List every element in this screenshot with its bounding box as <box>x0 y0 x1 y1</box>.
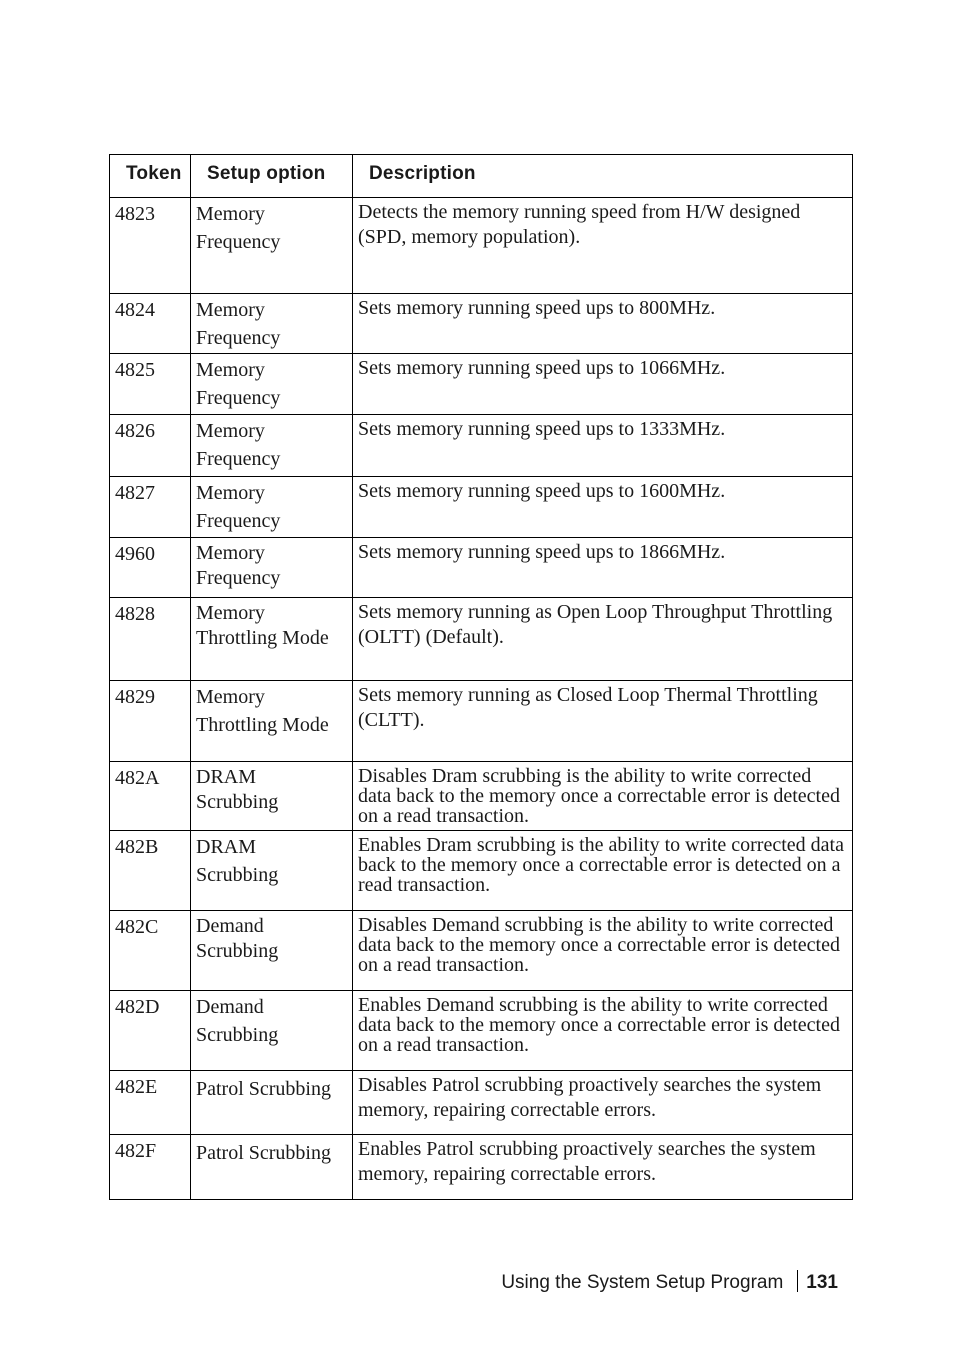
token-cell: 4824 <box>110 294 191 354</box>
description-cell: Enables Demand scrubbing is the ability to write corrected data back to the memory once a correctable error is detected on a read transaction. <box>353 991 853 1071</box>
setup-option-line: Scrubbing <box>196 864 279 886</box>
setup-option-line: Memory <box>196 542 265 564</box>
setup-option-cell <box>191 681 353 762</box>
table-row <box>110 538 853 598</box>
setup-option-cell <box>191 538 353 598</box>
setup-option-cell <box>191 477 353 538</box>
page-footer <box>501 1270 838 1294</box>
description-cell: Detects the memory running speed from H/W designed (SPD, memory population). <box>353 198 853 294</box>
setup-option-line: Scrubbing <box>196 940 279 962</box>
setup-option-line: Frequency <box>196 327 281 349</box>
token-cell: 4825 <box>110 354 191 415</box>
setup-option-line: Memory <box>196 602 265 624</box>
description-cell: Sets memory running speed ups to 1333MHz. <box>353 415 853 477</box>
table-row <box>110 991 853 1071</box>
table-row <box>110 598 853 681</box>
setup-option-line: Scrubbing <box>196 791 279 813</box>
description-cell: Disables Demand scrubbing is the ability to write corrected data back to the memory once a correctable error is detected on a read transaction. <box>353 911 853 991</box>
setup-option-cell <box>191 294 353 354</box>
table-row <box>110 911 853 991</box>
token-cell: 4828 <box>110 598 191 681</box>
setup-option-line: Memory <box>196 686 265 708</box>
description-cell: Sets memory running speed ups to 1866MHz. <box>353 538 853 598</box>
setup-option-cell <box>191 354 353 415</box>
token-cell: 482F <box>110 1135 191 1200</box>
description-cell: Sets memory running as Closed Loop Thermal Throttling (CLTT). <box>353 681 853 762</box>
setup-option-cell <box>191 598 353 681</box>
token-cell: 482A <box>110 762 191 831</box>
description-cell: Disables Patrol scrubbing proactively searches the system memory, repairing correctable errors. <box>353 1071 853 1135</box>
table-row <box>110 294 853 354</box>
table-row <box>110 831 853 911</box>
token-cell: 4829 <box>110 681 191 762</box>
table-row <box>110 1071 853 1135</box>
description-cell: Sets memory running as Open Loop Throughput Throttling (OLTT) (Default). <box>353 598 853 681</box>
setup-option-line: Frequency <box>196 448 281 470</box>
setup-option-line: Memory <box>196 482 265 504</box>
table-row <box>110 762 853 831</box>
setup-option-cell: Patrol Scrubbing <box>191 1071 353 1135</box>
setup-option-line: Memory <box>196 299 265 321</box>
footer-section-title: Using the System Setup Program <box>501 1272 784 1293</box>
token-cell: 4826 <box>110 415 191 477</box>
setup-options-table <box>109 154 853 1200</box>
table-row <box>110 198 853 294</box>
setup-option-cell <box>191 831 353 911</box>
setup-option-line: Memory <box>196 359 265 381</box>
table-row <box>110 477 853 538</box>
page-number: 131 <box>806 1272 838 1293</box>
setup-option-cell <box>191 415 353 477</box>
token-cell: 482B <box>110 831 191 911</box>
token-cell: 482E <box>110 1071 191 1135</box>
setup-option-line: Demand <box>196 996 264 1018</box>
setup-option-cell <box>191 198 353 294</box>
setup-option-line: DRAM <box>196 766 257 788</box>
setup-option-cell: Patrol Scrubbing <box>191 1135 353 1200</box>
setup-option-line: Throttling Mode <box>196 627 329 649</box>
setup-option-line: Throttling Mode <box>196 714 329 736</box>
setup-option-line: Frequency <box>196 387 281 409</box>
setup-option-line: Frequency <box>196 567 281 589</box>
table-row <box>110 1135 853 1200</box>
description-cell: Enables Dram scrubbing is the ability to write corrected data back to the memory once a correctable error is detected on a read transaction. <box>353 831 853 911</box>
setup-option-line: Frequency <box>196 231 281 253</box>
table-row <box>110 415 853 477</box>
setup-option-cell <box>191 991 353 1071</box>
token-cell: 482D <box>110 991 191 1071</box>
table-row <box>110 354 853 415</box>
token-cell: 4827 <box>110 477 191 538</box>
column-header-token: Token <box>110 155 191 198</box>
setup-option-line: Frequency <box>196 510 281 532</box>
token-cell: 4960 <box>110 538 191 598</box>
setup-option-line: Memory <box>196 203 265 225</box>
table-header-row <box>110 155 853 198</box>
footer-divider <box>797 1270 798 1292</box>
setup-option-line: Scrubbing <box>196 1024 279 1046</box>
table-row <box>110 681 853 762</box>
setup-option-cell <box>191 762 353 831</box>
description-cell: Enables Patrol scrubbing proactively searches the system memory, repairing correctable errors. <box>353 1135 853 1200</box>
setup-option-line: Memory <box>196 420 265 442</box>
description-cell: Sets memory running speed ups to 1066MHz. <box>353 354 853 415</box>
column-header-setup-option: Setup option <box>191 155 353 198</box>
description-cell: Disables Dram scrubbing is the ability to write corrected data back to the memory once a correctable error is detected on a read transaction. <box>353 762 853 831</box>
token-cell: 482C <box>110 911 191 991</box>
token-cell: 4823 <box>110 198 191 294</box>
setup-option-line: Demand <box>196 915 264 937</box>
description-cell: Sets memory running speed ups to 800MHz. <box>353 294 853 354</box>
setup-option-cell <box>191 911 353 991</box>
setup-option-line: DRAM <box>196 836 257 858</box>
description-cell: Sets memory running speed ups to 1600MHz. <box>353 477 853 538</box>
column-header-description: Description <box>353 155 853 198</box>
